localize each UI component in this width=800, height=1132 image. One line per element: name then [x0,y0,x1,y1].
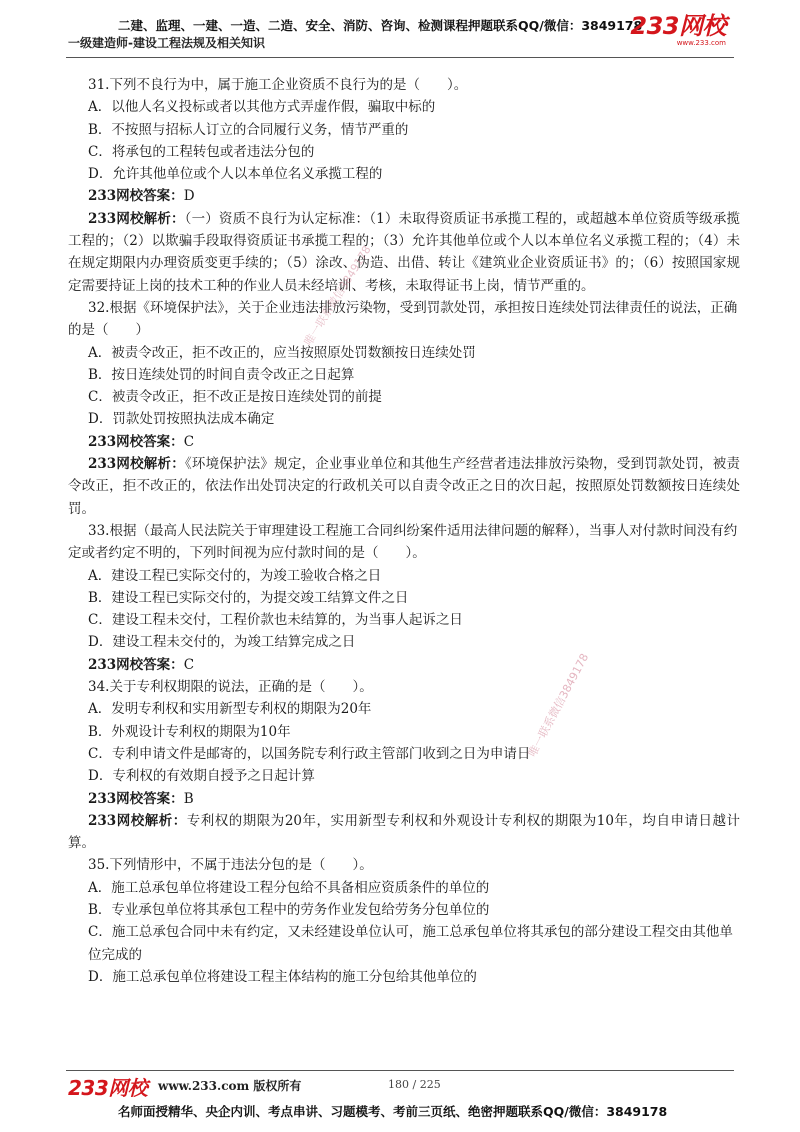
question-block-35 [68,854,740,988]
question-block-31 [68,74,740,297]
option-d: D．建设工程未交付的，为竣工结算完成之日 [88,634,356,651]
option-b: B．按日连续处罚的时间自责令改正之日起算 [88,366,355,383]
option-d: D．允许其他单位或个人以本单位名义承揽工程的 [88,166,383,183]
option-b: B．专业承包单位将其承包工程中的劳务作业发包给劳务分包单位的 [88,901,490,918]
explanation-label: 233网校解析： [88,812,187,829]
answer-value: C [183,656,195,673]
answer-value: B [183,790,194,807]
brand-logo-text: 233网校 [630,12,726,40]
answer-label: 233网校答案： [88,188,184,205]
footer-divider [66,1070,734,1071]
header-promo-text: 二建、监理、一建、一造、二造、安全、消防、咨询、检测课程押题联系QQ/微信：3849178 [118,18,643,33]
option-a: A．被责令改正，拒不改正的，应当按照原处罚数额按日连续处罚 [88,344,476,361]
answer-value: C [183,433,195,450]
answer-line [68,788,740,810]
option-c: C．专利申请文件是邮寄的，以国务院专利行政主管部门收到之日为申请日 [88,745,531,762]
option-c: C．被责令改正，拒不改正是按日连续处罚的前提 [88,389,382,406]
option-d: D．罚款处罚按照执法成本确定 [88,411,275,428]
brand-logo [630,14,726,48]
explanation [68,810,740,855]
option-b: B．建设工程已实际交付的，为提交竣工结算文件之日 [88,589,409,606]
footer-copyright: www.233.com 版权所有 [158,1079,302,1093]
explanation-label: 233网校解析： [88,210,185,227]
watermark-stamp: 唯一联系微信3849178 [301,243,374,348]
page-header [0,0,800,62]
option-d: D．专利权的有效期自授予之日起计算 [88,768,315,785]
question-block-34 [68,676,740,854]
explanation-text: （一）资质不良行为认定标准：（1）未取得资质证书承揽工程的，或超越本单位资质等级承揽工程的；（2）以欺骗手段取得资质证书承揽工程的；（3）允许其他单位或个人以本单位名义承揽工程的；（4）未在规定期限内办理资质变更手续的；（5）涂改、伪造、出借、转让《建筑业企业资质证书》的；（6）按照国家规定需要持证上岗的技术工种的作业人员未经培训、考核，未取得证书上岗，情节严重的。 [68,210,740,294]
header-divider [66,57,734,58]
option-d: D．施工总承包单位将建设工程主体结构的施工分包给其他单位的 [88,968,477,985]
option-c: C．将承包的工程转包或者违法分包的 [88,143,315,160]
option-c: C．施工总承包合同中未有约定，又未经建设单位认可，施工总承包单位将其承包的部分建设工程交由其他单位完成的 [88,924,733,963]
option-a: A．建设工程已实际交付的，为竣工验收合格之日 [88,567,382,584]
answer-label: 233网校答案： [88,433,184,450]
explanation [68,453,740,520]
question-stem: 35.下列情形中，不属于违法分包的是（ ）。 [88,857,373,874]
question-block-33 [68,520,740,676]
page-number: 180 / 225 [388,1078,441,1091]
question-block-32 [68,297,740,520]
question-stem: 31.下列不良行为中，属于施工企业资质不良行为的是（ ）。 [88,77,468,93]
option-b: B．外观设计专利权的期限为10年 [88,723,291,740]
option-a: A．以他人名义投标或者以其他方式弄虚作假，骗取中标的 [88,99,436,116]
document-subtitle: 一级建造师-建设工程法规及相关知识 [68,36,265,50]
answer-line [68,185,740,207]
answer-label: 233网校答案： [88,656,184,673]
explanation-text: 专利权的期限为20年，实用新型专利权和外观设计专利权的期限为10年，均自申请日越计算。 [68,812,740,852]
option-a: A．发明专利权和实用新型专利权的期限为20年 [88,701,372,718]
explanation-text: 《环境保护法》规定，企业事业单位和其他生产经营者违法排放污染物，受到罚款处罚，被责令改正，拒不改正的，依法作出处罚决定的行政机关可以自责令改正之日的次日起，按照原处罚数额按日连续处罚。 [68,456,741,517]
explanation-label: 233网校解析： [88,456,185,473]
answer-value: D [183,188,195,205]
answer-label: 233网校答案： [88,790,184,807]
question-stem: 33.根据（最高人民法院关于审理建设工程施工合同纠纷案件适用法律问题的解释），当事人对付款时间没有约定或者约定不明的，下列时间视为应付款时间的是（ ）。 [68,522,738,562]
question-stem: 34.关于专利权期限的说法，正确的是（ ）。 [88,679,373,696]
watermark-stamp: 唯一联系微信3849178 [525,651,592,760]
footer-logo: 233网校 [68,1076,148,1100]
answer-line [68,654,740,676]
question-stem: 32.根据《环境保护法》，关于企业违法排放污染物，受到罚款处罚，承担按日连续处罚法律责任的说法，正确的是（ ） [68,299,738,339]
brand-logo-url: www.233.com [676,39,726,47]
option-b: B．不按照与招标人订立的合同履行义务，情节严重的 [88,121,409,138]
option-c: C．建设工程未交付，工程价款也未结算的，为当事人起诉之日 [88,612,463,629]
answer-line [68,431,740,453]
question-content [68,74,740,988]
option-a: A．施工总承包单位将建设工程分包给不具备相应资质条件的单位的 [88,879,490,896]
footer-promo-text: 名师面授精华、央企内训、考点串讲、习题模考、考前三页纸、绝密押题联系QQ/微信：3849178 [118,1104,668,1119]
explanation [68,208,740,297]
